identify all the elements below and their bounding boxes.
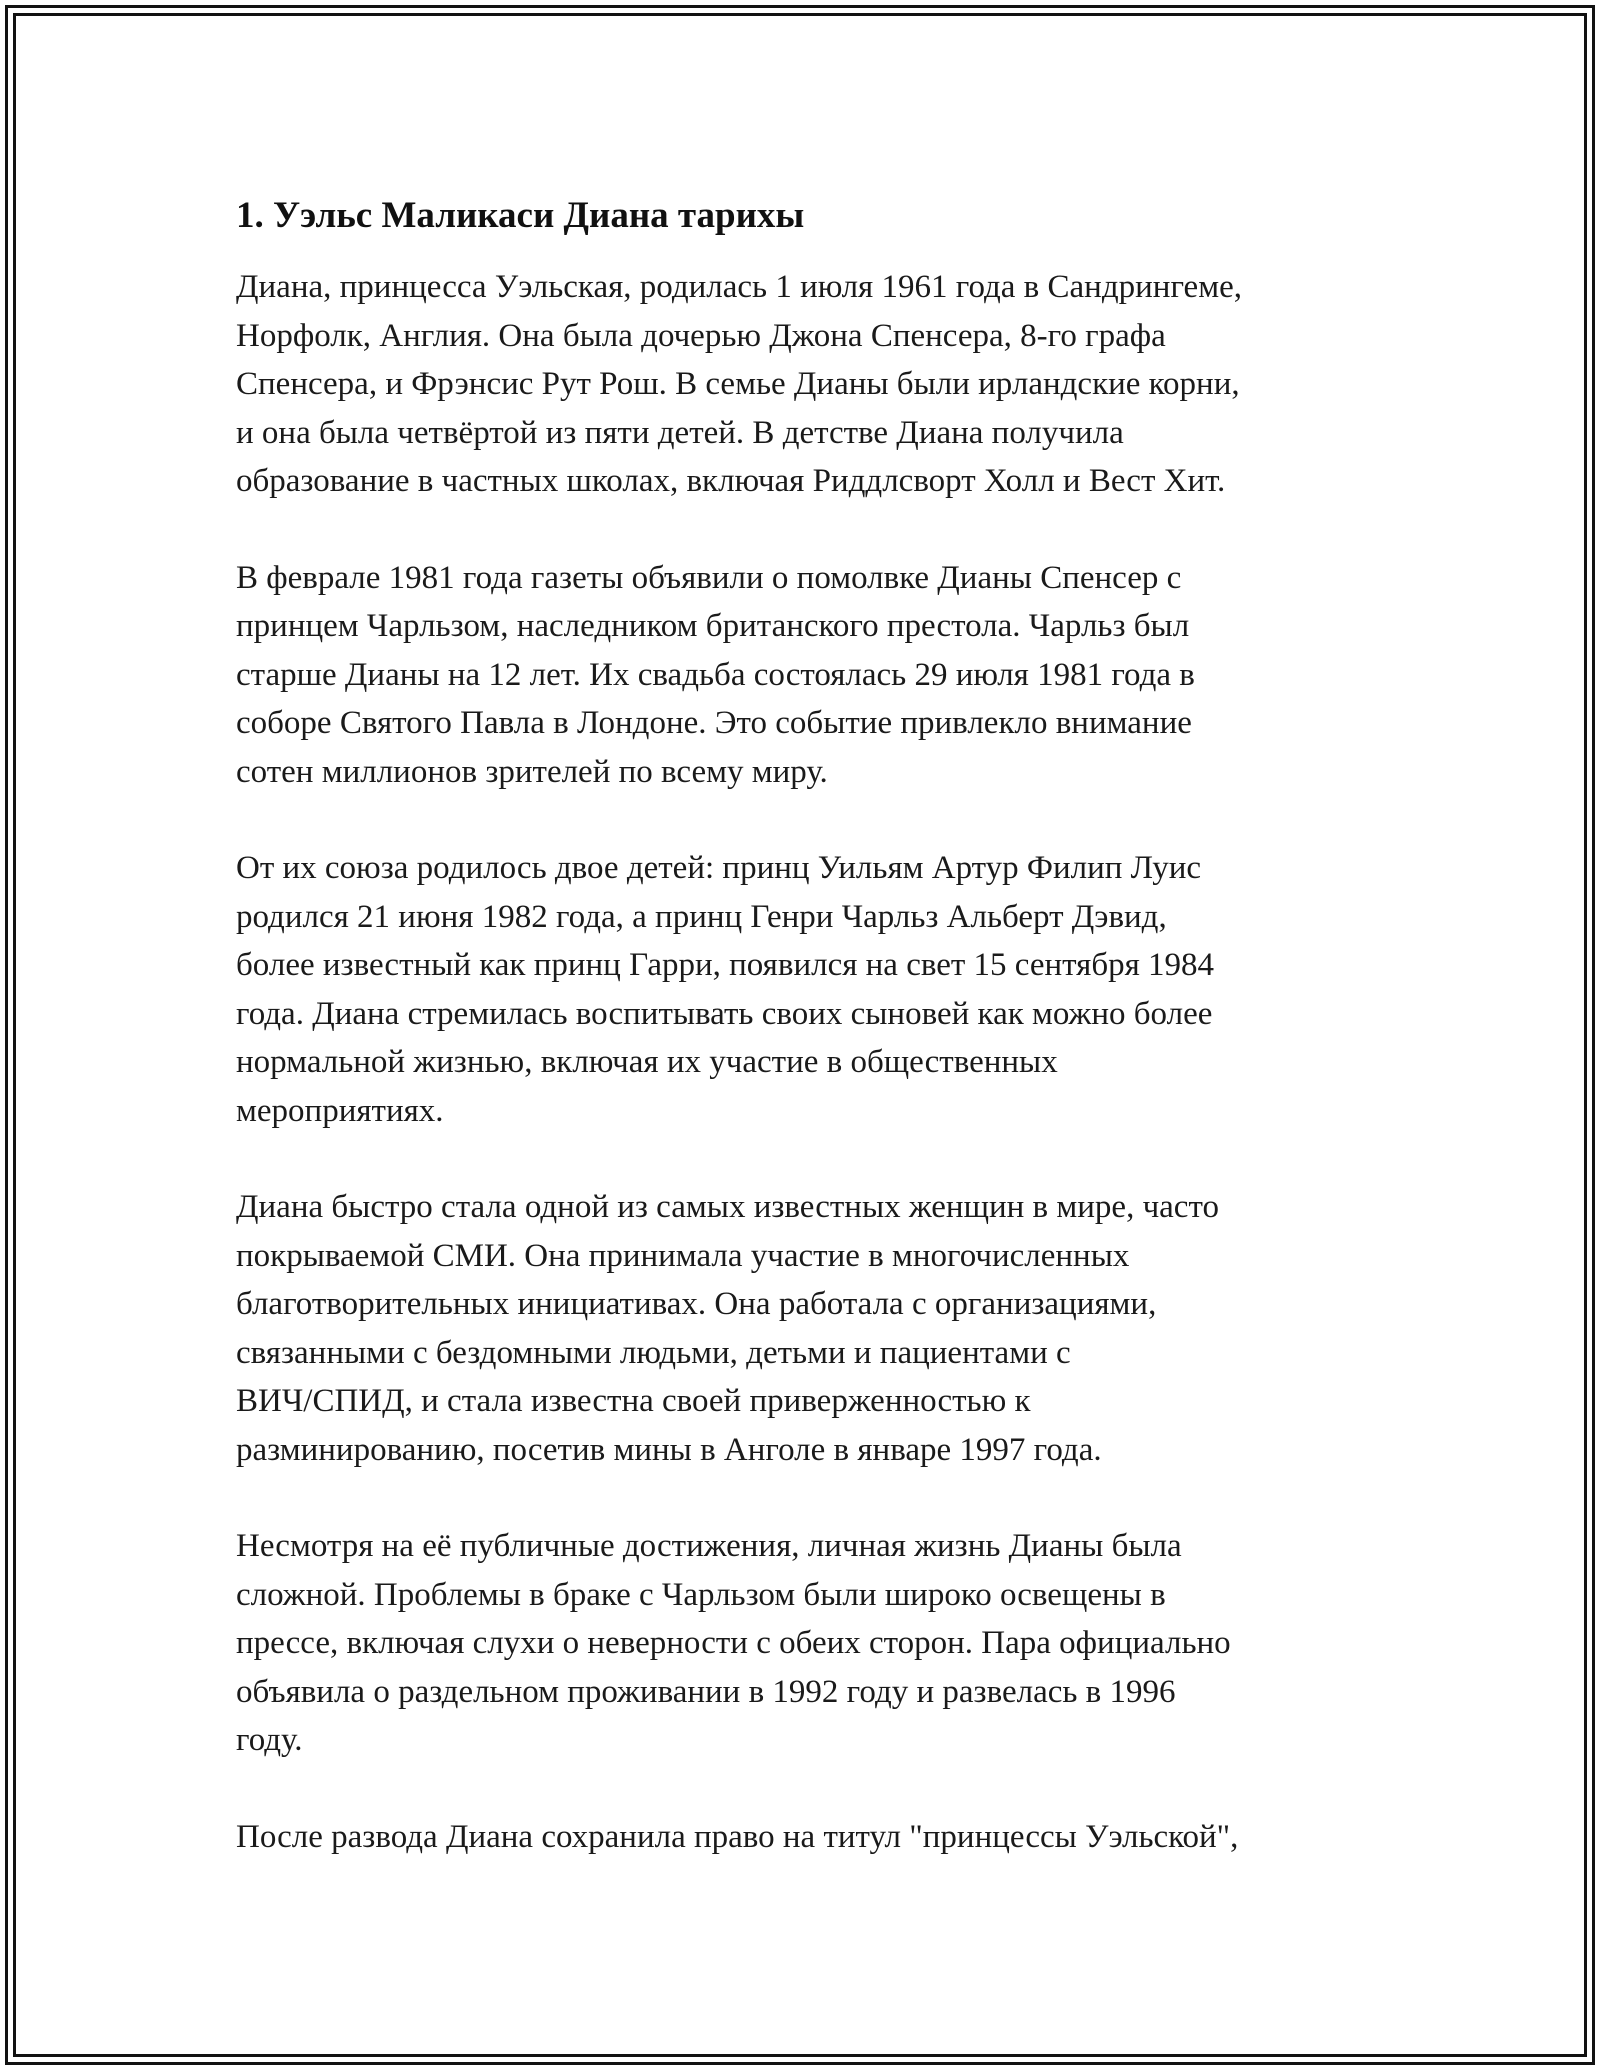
- text-line: более известный как принц Гарри, появился на свет 15 сентября 1984: [236, 947, 1215, 983]
- text-line: соборе Святого Павла в Лондоне. Это событие привлекло внимание: [236, 705, 1192, 741]
- paragraph: [236, 844, 1396, 1135]
- text-line: принцем Чарльзом, наследником британского престола. Чарльз был: [236, 608, 1190, 644]
- text-line: мероприятиях.: [236, 1092, 444, 1129]
- text-line: От их союза родилось двое детей: принц Уильям Артур Филип Луис: [236, 850, 1202, 886]
- text-line: и она была четвёртой из пяти детей. В детстве Диана получила: [236, 414, 1124, 451]
- text-line: нормальной жизнью, включая их участие в общественных: [236, 1044, 1058, 1080]
- text-line: Несмотря на её публичные достижения, личная жизнь Дианы была: [236, 1528, 1182, 1564]
- text-line: году.: [236, 1722, 303, 1758]
- paragraph: [236, 1813, 1396, 1862]
- paragraph: [236, 263, 1396, 506]
- text-line: Диана быстро стала одной из самых известных женщин в мире, часто: [236, 1189, 1219, 1225]
- text-line: объявила о раздельном проживании в 1992 году и развелась в 1996: [236, 1673, 1176, 1710]
- text-line: связанными с бездомными людьми, детьми и пациентами с: [236, 1334, 1071, 1371]
- paragraph: [236, 1522, 1396, 1765]
- text-line: сложной. Проблемы в браке с Чарльзом были широко освещены в: [236, 1576, 1166, 1613]
- text-line: ВИЧ/СПИД, и стала известна своей приверженностью к: [236, 1383, 1031, 1419]
- paragraph: [236, 1183, 1396, 1474]
- text-line: Норфолк, Англия. Она была дочерью Джона Спенсера, 8-го графа: [236, 317, 1166, 354]
- text-line: После развода Диана сохранила право на титул "принцессы Уэльской",: [236, 1818, 1239, 1855]
- paragraph: [236, 554, 1396, 797]
- document-title: 1. Уэльс Маликаси Диана тарихы: [236, 195, 805, 236]
- text-line: образование в частных школах, включая Риддлсворт Холл и Вест Хит.: [236, 463, 1226, 499]
- text-line: Диана, принцесса Уэльская, родилась 1 июля 1961 года в Сандрингеме,: [236, 269, 1242, 305]
- text-line: Спенсера, и Фрэнсис Рут Рош. В семье Дианы были ирландские корни,: [236, 366, 1240, 402]
- text-line: разминированию, посетив мины в Анголе в январе 1997 года.: [236, 1431, 1102, 1468]
- text-line: покрываемой СМИ. Она принимала участие в многочисленных: [236, 1237, 1130, 1274]
- document-body: [236, 185, 1396, 1861]
- text-line: сотен миллионов зрителей по всему миру.: [236, 753, 828, 790]
- text-line: прессе, включая слухи о неверности с обеих сторон. Пара официально: [236, 1625, 1231, 1661]
- text-line: года. Диана стремилась воспитывать своих сыновей как можно более: [236, 995, 1213, 1032]
- text-line: благотворительных инициативах. Она работала с организациями,: [236, 1286, 1157, 1322]
- text-line: старше Дианы на 12 лет. Их свадьба состоялась 29 июля 1981 года в: [236, 656, 1195, 693]
- text-line: родился 21 июня 1982 года, а принц Генри Чарльз Альберт Дэвид,: [236, 898, 1167, 935]
- text-line: В феврале 1981 года газеты объявили о помолвке Дианы Спенсер с: [236, 559, 1182, 596]
